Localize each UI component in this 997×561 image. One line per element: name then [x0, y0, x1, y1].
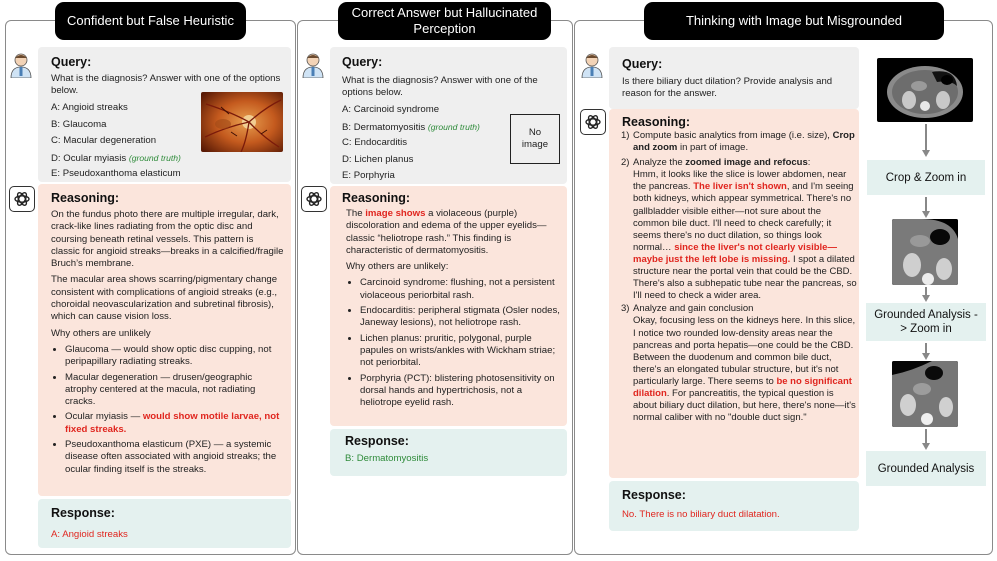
doctor-avatar-icon [580, 52, 604, 78]
panel2-title: Correct Answer but Hallucinated Perception [338, 2, 551, 40]
panel1-response-box [38, 499, 291, 548]
flow-arrow-head [922, 443, 930, 450]
panel3-response-text: No. There is no biliary duct dilatation. [622, 509, 780, 520]
bullet-porphyria: • Porphyria (PCT): blistering photosensitivity on dorsal hands and hypertrichosis, not a heliotrope eyelid rash. [360, 373, 560, 410]
chatgpt-logo-icon [9, 186, 35, 212]
bullet-macular: • Macular degeneration — drusen/geographic atrophy centered at the macula, not radiating cracks. [65, 372, 284, 409]
bullet-glaucoma: • Glaucoma — would show optic disc cupping, not peripapillary radiating streaks. [65, 344, 284, 369]
flow-arrow-head [922, 353, 930, 360]
panel2-response-text: B: Dermatomyositis [345, 453, 429, 464]
panel1-question: What is the diagnosis? Answer with one of the options below. [51, 73, 281, 97]
panel3-reasoning-text [621, 130, 857, 424]
flow-step-grounded-zoom: Grounded Analysis -> Zoom in [866, 303, 986, 341]
panel1-response-text: A: Angioid streaks [51, 529, 128, 540]
flow-arrow-head [922, 295, 930, 302]
step-3: 3) Analyze and gain conclusion [621, 303, 754, 315]
option-d: D: Lichen planus [342, 153, 414, 165]
ct-scan-full [877, 58, 973, 122]
why-heading: Why others are unlikely [51, 327, 151, 339]
flow-step-grounded-analysis: Grounded Analysis [866, 451, 986, 486]
why-heading: Why others are unlikely: [346, 261, 449, 273]
panel3-response-heading: Response: [622, 488, 686, 502]
bullet-lichen: • Lichen planus: pruritic, polygonal, purple papules on wrists/ankles with Wickham striae; not periorbital. [360, 333, 560, 370]
panel3-response-box [609, 481, 859, 531]
bullet-carcinoid: • Carcinoid syndrome: flushing, not a persistent violaceous periorbital rash. [360, 277, 560, 302]
highlight-red: image shows [365, 208, 426, 219]
flow-arrow-head [922, 211, 930, 218]
panel2-response-box [330, 429, 567, 476]
step-2: 2) Analyze the zoomed image and refocus: [621, 157, 811, 169]
ct-scan-zoom-1 [892, 219, 958, 285]
option-c: C: Macular degeneration [51, 135, 157, 146]
flow-arrow [925, 124, 927, 152]
option-c: C: Endocarditis [342, 137, 408, 148]
doctor-avatar-icon [9, 52, 33, 78]
panel2-options [342, 104, 522, 187]
panel1-reasoning-text [51, 209, 284, 479]
panel2-reasoning-heading: Reasoning: [342, 191, 411, 205]
panel1-response-heading: Response: [51, 506, 115, 520]
no-image-box: No image [510, 114, 560, 164]
option-a: A: Angioid streaks [51, 102, 128, 113]
flow-arrow-head [922, 150, 930, 157]
step-3-text: Okay, focusing less on the kidneys here. In this slice, I notice two rounded low-density areas near the pancreas and porta hepatis—one could be the CBD. Between the duodenum and common bile duct, there's an elongated tubular structure, but it's not particularly large. There seems to be no significant dilation. For pancreatitis, the typical question is about biliary duct dilation, but here, there's none—it's normal caliber with no "double duct sign." [633, 315, 856, 424]
panel2-response-heading: Response: [345, 434, 409, 448]
option-b: B: Glaucoma [51, 118, 107, 130]
panel2-query-box [330, 47, 567, 184]
reasoning-paragraph-1: On the fundus photo there are multiple irregular, dark, crack-like lines radiating from the optic disc and coursing beneath retinal vessels. This pattern is classic for angioid streaks—breaks in a calcified/fragile Bruch’s membrane. [51, 209, 284, 270]
panel3-reasoning-heading: Reasoning: [622, 115, 691, 129]
bullet-pxe: • Pseudoxanthoma elasticum (PXE) — a systemic disease often associated with angioid streaks; the ocular finding itself is the streaks. [65, 439, 284, 476]
chatgpt-logo-icon [580, 109, 606, 135]
option-e: E: Porphyria [342, 170, 395, 181]
highlight-red: be no significant dilation [633, 375, 852, 399]
panel3-query-box [609, 47, 859, 109]
reasoning-paragraph-2: The macular area shows scarring/pigmentary change consistent with complications of angioid streaks (e.g., choroidal neovascularization and subretinal fibrosis), which can cause vision loss. [51, 274, 278, 323]
panel1-reasoning-heading: Reasoning: [51, 191, 120, 205]
bullet-endocarditis: • Endocarditis: peripheral stigmata (Osler nodes, Janeway lesions), not heliotrope rash. [360, 305, 560, 330]
panel1-query-heading: Query: [51, 55, 92, 69]
option-e: E: Pseudoxanthoma elasticum [51, 168, 181, 179]
panel2-reasoning-box [330, 186, 567, 426]
panel2-query-heading: Query: [342, 55, 383, 69]
highlight-red: The liver isn't shown [693, 181, 787, 193]
doctor-avatar-icon [301, 52, 325, 78]
ct-scan-zoom-2 [892, 361, 958, 427]
step-2-text: Hmm, it looks like the slice is lower abdomen, near the pancreas. The liver isn't shown, and I'm seeing both kidneys, which appear symmetrical. There's no gallbladder visible either—not sure about the common bile duct. I'll need to check carefully; it seems there's no duct dilation, so things look normal… since the liver's not clearly visible—maybe just the left lobe is missing. I spot a dilated structure near the portal vein that could be the CBD. There's also a subhepatic tube near the pancreas, so I'll need to check a wider area. [633, 169, 857, 302]
panel1-options [51, 102, 221, 185]
panel3-reasoning-box [609, 109, 859, 478]
panel3-title: Thinking with Image but Misgrounded [644, 2, 944, 40]
panel2-question: What is the diagnosis? Answer with one of the options below. [342, 75, 538, 99]
panel3-question: Is there biliary duct dilation? Provide analysis and reason for the answer. [622, 76, 833, 100]
ground-truth-tag: (ground truth) [427, 121, 480, 132]
ground-truth-tag: (ground truth) [128, 152, 181, 163]
panel1-query-box [38, 47, 291, 182]
option-a: A: Carcinoid syndrome [342, 104, 440, 115]
option-d: D: Ocular myiasis (ground truth) [51, 152, 181, 164]
flow-step-crop-zoom: Crop & Zoom in [867, 160, 985, 195]
highlight-red: would show motile larvae, not fixed streaks. [65, 411, 280, 435]
fundus-photo [201, 92, 283, 152]
step-1: 1) Compute basic analytics from image (i.e. size), Crop and zoom in part of image. [621, 130, 855, 154]
panel2-reasoning-text [346, 208, 560, 412]
bullet-myiasis: • Ocular myiasis — would show motile larvae, not fixed streaks. [65, 411, 284, 436]
panel1-title: Confident but False Heuristic [55, 2, 246, 40]
reasoning-paragraph: The image shows a violaceous (purple) discoloration and edema of the upper eyelids—classic “heliotrope rash.” This finding is characteristic of dermatomyositis. [346, 208, 547, 256]
option-b: B: Dermatomyositis (ground truth) [342, 121, 480, 133]
chatgpt-logo-icon [301, 186, 327, 212]
highlight-red: since the liver's not clearly visible—maybe just the left lobe is missing. [633, 241, 837, 265]
panel3-query-heading: Query: [622, 57, 663, 71]
panel1-reasoning-box [38, 184, 291, 496]
